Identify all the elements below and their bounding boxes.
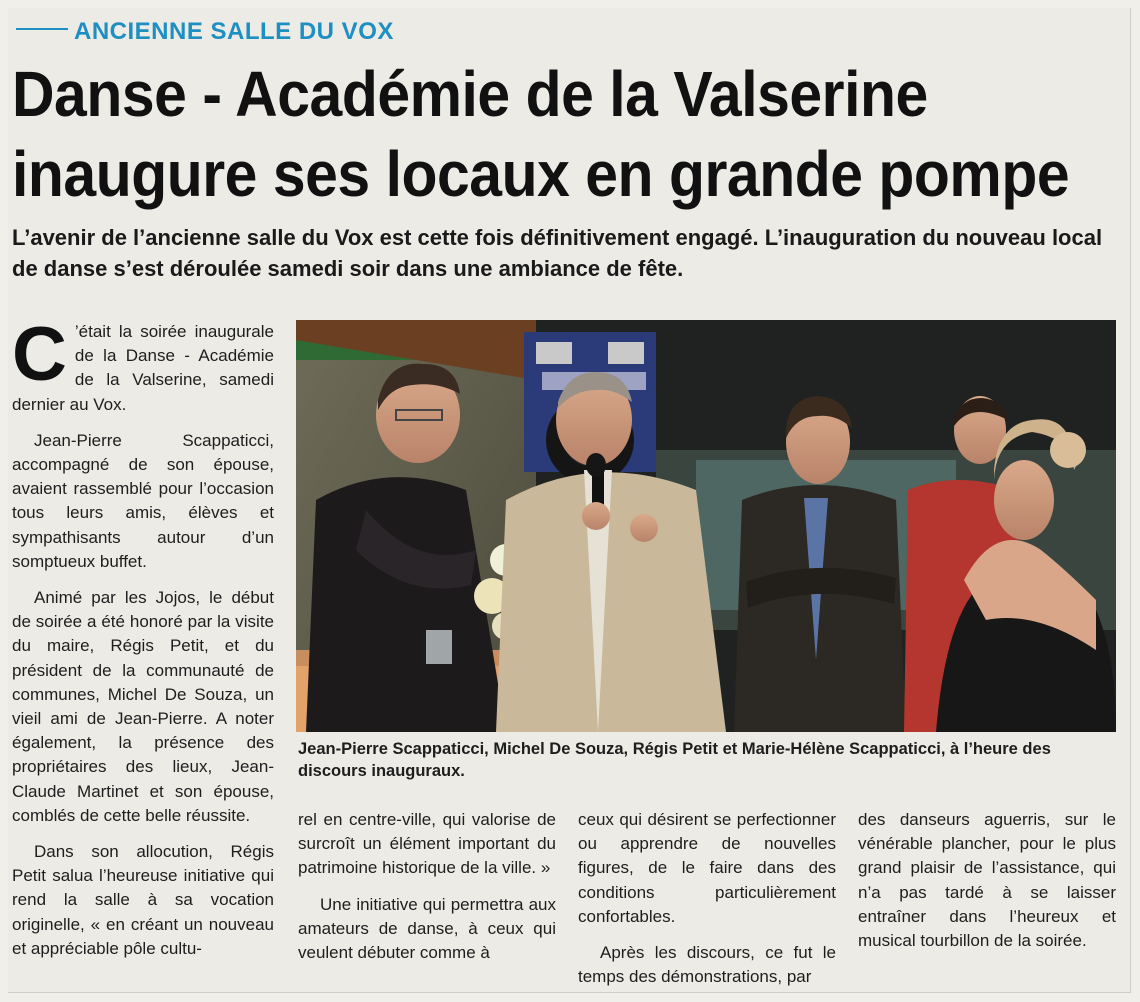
paragraph: Une initiative qui permettra aux amateurs de danse, à ceux qui veulent débuter comme à: [298, 894, 556, 963]
paragraph: des danseurs aguerris, sur le vénérable plancher, pour le plus grand plaisir de l’assistance, qui n’a pas tardé à se laisser entraîner dans l’heureux et musical tourbillon de la soirée.: [858, 810, 1116, 951]
paragraph: Jean-Pierre Scappaticci, accompagné de son épouse, avaient rassemblé pour l’occasion tous leurs amis, élèves et sympathisants autour d’un somptueux buffet.: [12, 430, 274, 571]
headline-line-1: Danse - Académie de la Valserine: [12, 58, 928, 130]
headline-line-2: inaugure ses locaux en grande pompe: [12, 138, 1070, 210]
article-column-3: [578, 808, 836, 1001]
paragraph: rel en centre-ville, qui valorise de surcroît un élément important du patrimoine historique de la ville. »: [298, 810, 556, 878]
article-column-4: [858, 808, 1116, 965]
article-column-1: [12, 312, 274, 973]
photo-people-speech-icon: [296, 320, 1116, 732]
paragraph: Animé par les Jojos, le début de soirée a été honoré par la visite du maire, Régis Petit, et du président de la communauté de communes, Michel De Souza, un vieil ami de Jean-Pierre. A noter également, la présence des propriétaires des lieux, Jean-Claude Martinet et son épouse, comblés de cette belle réussite.: [12, 588, 274, 825]
paragraph: ceux qui désirent se perfectionner ou apprendre de nouvelles figures, de le faire dans des conditions particulièrement confortables.: [578, 810, 836, 926]
photo-caption: Jean-Pierre Scappaticci, Michel De Souza, Régis Petit et Marie-Hélène Scappaticci, à l’heure des discours inauguraux.: [298, 740, 1051, 780]
paragraph: Dans son allocution, Régis Petit salua l’heureuse initiative qui rend la salle à sa vocation originelle, « en créant un nouveau et appréciable pôle cultu-: [12, 842, 274, 958]
kicker-rule: [16, 28, 68, 30]
section-kicker: [16, 18, 394, 46]
headline: [12, 54, 1070, 214]
article-column-2: [298, 808, 556, 977]
article-photo: [296, 320, 1116, 732]
paragraph-intro: [12, 312, 274, 417]
standfirst: L’avenir de l’ancienne salle du Vox est cette fois définitivement engagé. L’inauguration du nouveau local de danse s’est déroulée samedi soir dans une ambiance de fête.: [12, 225, 1103, 281]
paragraph: Après les discours, ce fut le temps des démonstrations, par: [578, 943, 836, 987]
dropcap-letter: C: [12, 312, 67, 397]
paragraph-intro-text: ’était la soirée inaugurale de la Danse - Académie de la Valserine, samedi dernier au Vox.: [12, 322, 274, 414]
kicker-text: ANCIENNE SALLE DU VOX: [74, 18, 394, 45]
